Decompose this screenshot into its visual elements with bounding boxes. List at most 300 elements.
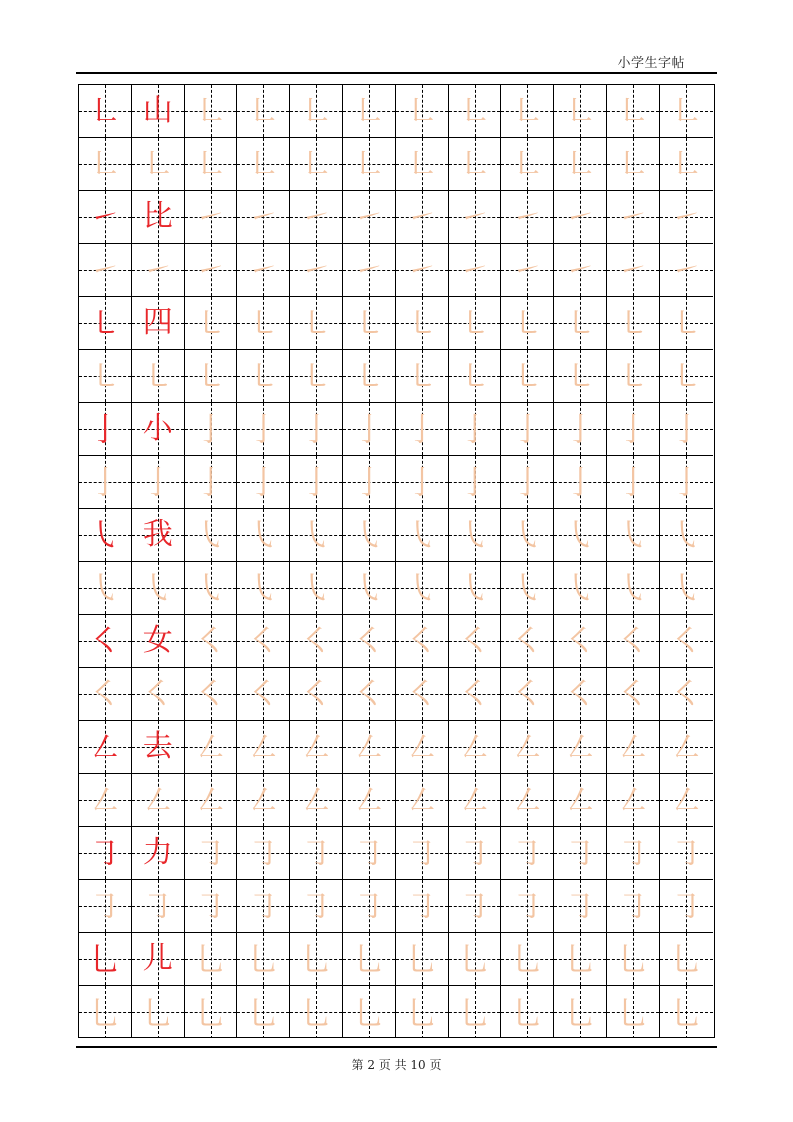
trace-stroke: ㇛ <box>352 622 385 660</box>
trace-stroke: ㇗ <box>616 92 649 130</box>
grid-cell <box>607 350 660 403</box>
trace-stroke: 亅 <box>194 463 227 501</box>
trace-stroke: ㇆ <box>616 834 649 872</box>
grid-cell <box>343 350 396 403</box>
grid-cell <box>237 509 290 562</box>
grid-cell <box>185 191 238 244</box>
grid-cell <box>449 403 502 456</box>
grid-cell <box>396 827 449 880</box>
grid-cell <box>501 827 554 880</box>
grid-cell <box>501 85 554 138</box>
grid-cell <box>396 615 449 668</box>
trace-stroke: 亅 <box>194 410 227 448</box>
grid-cell <box>660 509 713 562</box>
grid-cell <box>449 615 502 668</box>
model-stroke: ㇂ <box>88 516 121 554</box>
trace-stroke: ㇆ <box>247 834 280 872</box>
grid-cell <box>132 138 185 191</box>
grid-cell <box>290 191 343 244</box>
trace-stroke: ㇀ <box>300 251 333 289</box>
grid-cell <box>554 774 607 827</box>
grid-cell <box>396 191 449 244</box>
example-character: 比 <box>142 199 173 234</box>
grid-cell <box>132 668 185 721</box>
trace-stroke: ㇗ <box>405 145 438 183</box>
trace-stroke: ㇀ <box>616 251 649 289</box>
trace-stroke: ㇛ <box>670 675 703 713</box>
grid-cell <box>660 85 713 138</box>
grid-cell <box>607 933 660 986</box>
practice-row <box>79 880 713 933</box>
practice-row <box>79 403 713 456</box>
trace-stroke: 乚 <box>194 993 227 1032</box>
grid-cell <box>607 456 660 509</box>
grid-cell <box>396 668 449 721</box>
grid-cell <box>237 721 290 774</box>
grid-cell <box>185 403 238 456</box>
trace-stroke: ㇜ <box>405 728 438 766</box>
trace-stroke: ㇄ <box>670 304 703 342</box>
grid-cell <box>449 986 502 1038</box>
grid-cell <box>554 244 607 297</box>
grid-cell <box>290 562 343 615</box>
trace-stroke: 亅 <box>247 463 280 501</box>
grid-cell <box>396 297 449 350</box>
trace-stroke: ㇂ <box>352 569 385 607</box>
trace-stroke: ㇆ <box>88 887 121 925</box>
trace-stroke: ㇛ <box>352 675 385 713</box>
trace-stroke: ㇗ <box>405 92 438 130</box>
trace-stroke: ㇂ <box>405 516 438 554</box>
trace-stroke: ㇂ <box>300 516 333 554</box>
grid-cell <box>554 191 607 244</box>
grid-cell <box>343 933 396 986</box>
trace-stroke: 乚 <box>405 940 438 978</box>
trace-stroke: ㇂ <box>511 569 544 607</box>
grid-cell <box>554 509 607 562</box>
grid-cell <box>237 668 290 721</box>
practice-row <box>79 509 713 562</box>
grid-cell <box>554 827 607 880</box>
grid-cell <box>501 191 554 244</box>
trace-stroke: ㇀ <box>458 198 491 236</box>
trace-stroke: ㇗ <box>352 145 385 183</box>
trace-stroke: ㇂ <box>352 516 385 554</box>
trace-stroke: ㇀ <box>511 251 544 289</box>
trace-stroke: ㇛ <box>458 675 491 713</box>
trace-stroke: ㇜ <box>511 728 544 766</box>
grid-cell <box>660 986 713 1038</box>
trace-stroke: 乚 <box>194 940 227 978</box>
practice-row <box>79 668 713 721</box>
grid-cell <box>396 933 449 986</box>
trace-stroke: ㇆ <box>300 887 333 925</box>
grid-cell <box>290 880 343 933</box>
trace-stroke: ㇂ <box>511 516 544 554</box>
grid-cell <box>449 721 502 774</box>
grid-cell <box>79 85 132 138</box>
grid-cell <box>396 509 449 562</box>
trace-stroke: ㇗ <box>564 92 597 130</box>
grid-cell <box>132 350 185 403</box>
grid-cell <box>396 562 449 615</box>
trace-stroke: ㇜ <box>300 781 333 819</box>
trace-stroke: ㇀ <box>670 251 703 289</box>
trace-stroke: ㇆ <box>194 887 227 925</box>
grid-cell <box>237 562 290 615</box>
trace-stroke: ㇀ <box>88 251 121 289</box>
trace-stroke: ㇛ <box>300 622 333 660</box>
trace-stroke: ㇆ <box>405 834 438 872</box>
trace-stroke: ㇄ <box>247 357 280 395</box>
grid-cell <box>501 297 554 350</box>
trace-stroke: ㇜ <box>194 728 227 766</box>
trace-stroke: ㇗ <box>247 145 280 183</box>
example-character: 小 <box>142 411 173 446</box>
header-title: 小学生字帖 <box>617 56 685 71</box>
grid-cell <box>501 350 554 403</box>
trace-stroke: ㇆ <box>194 834 227 872</box>
trace-stroke: ㇂ <box>458 516 491 554</box>
trace-stroke: 亅 <box>458 410 491 448</box>
grid-cell <box>660 456 713 509</box>
grid-cell <box>237 986 290 1038</box>
trace-stroke: ㇀ <box>405 251 438 289</box>
grid-cell <box>237 615 290 668</box>
grid-cell <box>132 721 185 774</box>
grid-cell <box>396 456 449 509</box>
grid-cell <box>290 85 343 138</box>
trace-stroke: ㇜ <box>300 728 333 766</box>
grid-cell <box>607 986 660 1038</box>
trace-stroke: 乚 <box>405 993 438 1032</box>
grid-cell <box>396 880 449 933</box>
grid-cell <box>501 138 554 191</box>
trace-stroke: ㇜ <box>194 781 227 819</box>
grid-cell <box>607 668 660 721</box>
trace-stroke: ㇄ <box>88 357 121 395</box>
grid-cell <box>501 509 554 562</box>
trace-stroke: ㇀ <box>616 198 649 236</box>
grid-cell <box>237 297 290 350</box>
grid-cell <box>396 403 449 456</box>
trace-stroke: 亅 <box>511 410 544 448</box>
trace-stroke: ㇀ <box>511 198 544 236</box>
practice-row <box>79 350 713 403</box>
grid-cell <box>554 880 607 933</box>
model-stroke: 亅 <box>88 410 121 448</box>
grid-cell <box>660 244 713 297</box>
trace-stroke: ㇄ <box>564 357 597 395</box>
trace-stroke: ㇜ <box>564 728 597 766</box>
trace-stroke: 乚 <box>670 993 703 1032</box>
trace-stroke: 乚 <box>247 993 280 1032</box>
trace-stroke: ㇄ <box>511 304 544 342</box>
grid-cell <box>660 668 713 721</box>
grid-cell <box>501 615 554 668</box>
grid-cell <box>185 562 238 615</box>
trace-stroke: 乚 <box>616 993 649 1032</box>
grid-cell <box>185 85 238 138</box>
trace-stroke: ㇄ <box>616 304 649 342</box>
trace-stroke: ㇛ <box>564 622 597 660</box>
grid-cell <box>554 721 607 774</box>
trace-stroke: ㇀ <box>194 198 227 236</box>
trace-stroke: ㇜ <box>405 781 438 819</box>
model-stroke: ㇆ <box>88 834 121 872</box>
grid-cell <box>79 933 132 986</box>
trace-stroke: ㇄ <box>405 357 438 395</box>
trace-stroke: 亅 <box>458 463 491 501</box>
example-character: 我 <box>142 517 173 552</box>
grid-cell <box>132 615 185 668</box>
grid-cell <box>607 615 660 668</box>
trace-stroke: 乚 <box>564 940 597 978</box>
grid-cell <box>290 350 343 403</box>
trace-stroke: ㇄ <box>352 357 385 395</box>
practice-row <box>79 721 713 774</box>
trace-stroke: ㇛ <box>300 675 333 713</box>
grid-cell <box>185 138 238 191</box>
trace-stroke: 乚 <box>564 993 597 1032</box>
grid-cell <box>449 138 502 191</box>
practice-row <box>79 297 713 350</box>
trace-stroke: ㇛ <box>405 622 438 660</box>
trace-stroke: ㇗ <box>511 92 544 130</box>
grid-cell <box>290 456 343 509</box>
grid-cell <box>660 191 713 244</box>
trace-stroke: ㇄ <box>458 357 491 395</box>
trace-stroke: 亅 <box>405 463 438 501</box>
practice-row <box>79 191 713 244</box>
model-stroke: 乚 <box>88 940 121 978</box>
grid-cell <box>396 350 449 403</box>
grid-cell <box>501 562 554 615</box>
grid-cell <box>449 827 502 880</box>
grid-cell <box>132 933 185 986</box>
grid-cell <box>79 297 132 350</box>
trace-stroke: ㇆ <box>458 834 491 872</box>
header-rule <box>76 72 717 74</box>
grid-cell <box>343 774 396 827</box>
trace-stroke: ㇛ <box>511 675 544 713</box>
grid-cell <box>343 297 396 350</box>
grid-cell <box>554 933 607 986</box>
trace-stroke: 乚 <box>352 993 385 1032</box>
grid-cell <box>607 721 660 774</box>
grid-cell <box>290 244 343 297</box>
trace-stroke: ㇛ <box>616 622 649 660</box>
trace-stroke: ㇀ <box>405 198 438 236</box>
trace-stroke: ㇜ <box>616 781 649 819</box>
trace-stroke: 亅 <box>88 463 121 501</box>
trace-stroke: 亅 <box>141 463 174 501</box>
trace-stroke: 亅 <box>511 463 544 501</box>
grid-cell <box>396 986 449 1038</box>
trace-stroke: ㇀ <box>352 198 385 236</box>
practice-row <box>79 138 713 191</box>
grid-cell <box>185 297 238 350</box>
example-character: 力 <box>142 835 173 870</box>
grid-cell <box>237 403 290 456</box>
grid-cell <box>607 244 660 297</box>
practice-row <box>79 615 713 668</box>
grid-cell <box>290 615 343 668</box>
grid-cell <box>501 933 554 986</box>
grid-cell <box>396 721 449 774</box>
grid-cell <box>185 986 238 1038</box>
grid-cell <box>132 403 185 456</box>
trace-stroke: ㇄ <box>300 304 333 342</box>
model-stroke: ㇜ <box>88 728 121 766</box>
grid-cell <box>343 827 396 880</box>
trace-stroke: ㇆ <box>352 887 385 925</box>
trace-stroke: ㇗ <box>458 145 491 183</box>
grid-cell <box>132 562 185 615</box>
trace-stroke: ㇛ <box>194 622 227 660</box>
model-stroke: ㇗ <box>88 92 121 130</box>
grid-cell <box>554 615 607 668</box>
trace-stroke: ㇜ <box>458 781 491 819</box>
grid-cell <box>290 297 343 350</box>
grid-cell <box>501 774 554 827</box>
grid-cell <box>660 297 713 350</box>
grid-cell <box>501 668 554 721</box>
grid-cell <box>660 933 713 986</box>
model-stroke: ㇄ <box>88 304 121 342</box>
trace-stroke: 亅 <box>352 463 385 501</box>
trace-stroke: ㇄ <box>194 304 227 342</box>
example-character: 四 <box>142 305 173 340</box>
trace-stroke: ㇗ <box>458 92 491 130</box>
grid-cell <box>396 244 449 297</box>
grid-cell <box>79 615 132 668</box>
grid-cell <box>79 138 132 191</box>
grid-cell <box>343 509 396 562</box>
grid-cell <box>554 350 607 403</box>
trace-stroke: ㇆ <box>141 887 174 925</box>
grid-cell <box>290 668 343 721</box>
trace-stroke: ㇆ <box>670 887 703 925</box>
grid-cell <box>554 986 607 1038</box>
trace-stroke: ㇛ <box>564 675 597 713</box>
grid-cell <box>449 562 502 615</box>
grid-cell <box>449 456 502 509</box>
trace-stroke: ㇜ <box>247 728 280 766</box>
trace-stroke: ㇄ <box>141 357 174 395</box>
trace-stroke: ㇜ <box>141 781 174 819</box>
trace-stroke: ㇛ <box>458 622 491 660</box>
grid-cell <box>290 138 343 191</box>
trace-stroke: ㇜ <box>352 781 385 819</box>
grid-cell <box>290 509 343 562</box>
trace-stroke: ㇗ <box>300 92 333 130</box>
trace-stroke: ㇛ <box>247 675 280 713</box>
grid-cell <box>660 615 713 668</box>
grid-cell <box>290 721 343 774</box>
trace-stroke: 乚 <box>616 940 649 978</box>
trace-stroke: ㇂ <box>670 516 703 554</box>
trace-stroke: 亅 <box>300 410 333 448</box>
grid-cell <box>185 350 238 403</box>
grid-cell <box>607 774 660 827</box>
trace-stroke: ㇄ <box>300 357 333 395</box>
practice-row <box>79 774 713 827</box>
trace-stroke: ㇆ <box>458 887 491 925</box>
grid-cell <box>185 244 238 297</box>
trace-stroke: ㇗ <box>616 145 649 183</box>
grid-cell <box>554 85 607 138</box>
page-number: 第 2 页 共 10 页 <box>351 1058 442 1072</box>
trace-stroke: ㇜ <box>564 781 597 819</box>
trace-stroke: ㇆ <box>616 887 649 925</box>
trace-stroke: ㇗ <box>300 145 333 183</box>
trace-stroke: ㇗ <box>511 145 544 183</box>
grid-cell <box>237 456 290 509</box>
trace-stroke: ㇂ <box>88 569 121 607</box>
trace-stroke: ㇗ <box>670 92 703 130</box>
grid-cell <box>79 562 132 615</box>
grid-cell <box>79 456 132 509</box>
trace-stroke: ㇆ <box>300 834 333 872</box>
grid-cell <box>185 774 238 827</box>
practice-row <box>79 85 713 138</box>
trace-stroke: ㇀ <box>247 251 280 289</box>
grid-cell <box>660 138 713 191</box>
example-character: 山 <box>142 93 173 128</box>
example-character: 去 <box>142 729 173 764</box>
trace-stroke: ㇂ <box>247 569 280 607</box>
grid-cell <box>185 615 238 668</box>
grid-cell <box>132 509 185 562</box>
trace-stroke: ㇆ <box>670 834 703 872</box>
grid-cell <box>343 562 396 615</box>
grid-cell <box>237 191 290 244</box>
practice-row <box>79 986 713 1038</box>
grid-cell <box>554 456 607 509</box>
grid-cell <box>185 668 238 721</box>
grid-cell <box>449 880 502 933</box>
grid-cell <box>79 350 132 403</box>
trace-stroke: ㇂ <box>300 569 333 607</box>
trace-stroke: ㇀ <box>458 251 491 289</box>
grid-cell <box>185 827 238 880</box>
trace-stroke: ㇀ <box>670 198 703 236</box>
grid-cell <box>290 986 343 1038</box>
grid-cell <box>79 880 132 933</box>
trace-stroke: 乚 <box>511 940 544 978</box>
trace-stroke: 亅 <box>564 410 597 448</box>
grid-cell <box>449 85 502 138</box>
trace-stroke: 乚 <box>458 940 491 978</box>
trace-stroke: ㇆ <box>511 887 544 925</box>
trace-stroke: ㇜ <box>670 781 703 819</box>
grid-cell <box>607 85 660 138</box>
grid-cell <box>343 403 396 456</box>
grid-cell <box>79 986 132 1038</box>
grid-cell <box>79 509 132 562</box>
trace-stroke: ㇗ <box>141 145 174 183</box>
trace-stroke: ㇛ <box>88 675 121 713</box>
trace-stroke: ㇂ <box>670 569 703 607</box>
grid-cell <box>343 456 396 509</box>
grid-cell <box>132 244 185 297</box>
example-character: 儿 <box>142 941 173 976</box>
grid-cell <box>343 244 396 297</box>
grid-cell <box>79 244 132 297</box>
grid-cell <box>132 297 185 350</box>
trace-stroke: ㇜ <box>458 728 491 766</box>
